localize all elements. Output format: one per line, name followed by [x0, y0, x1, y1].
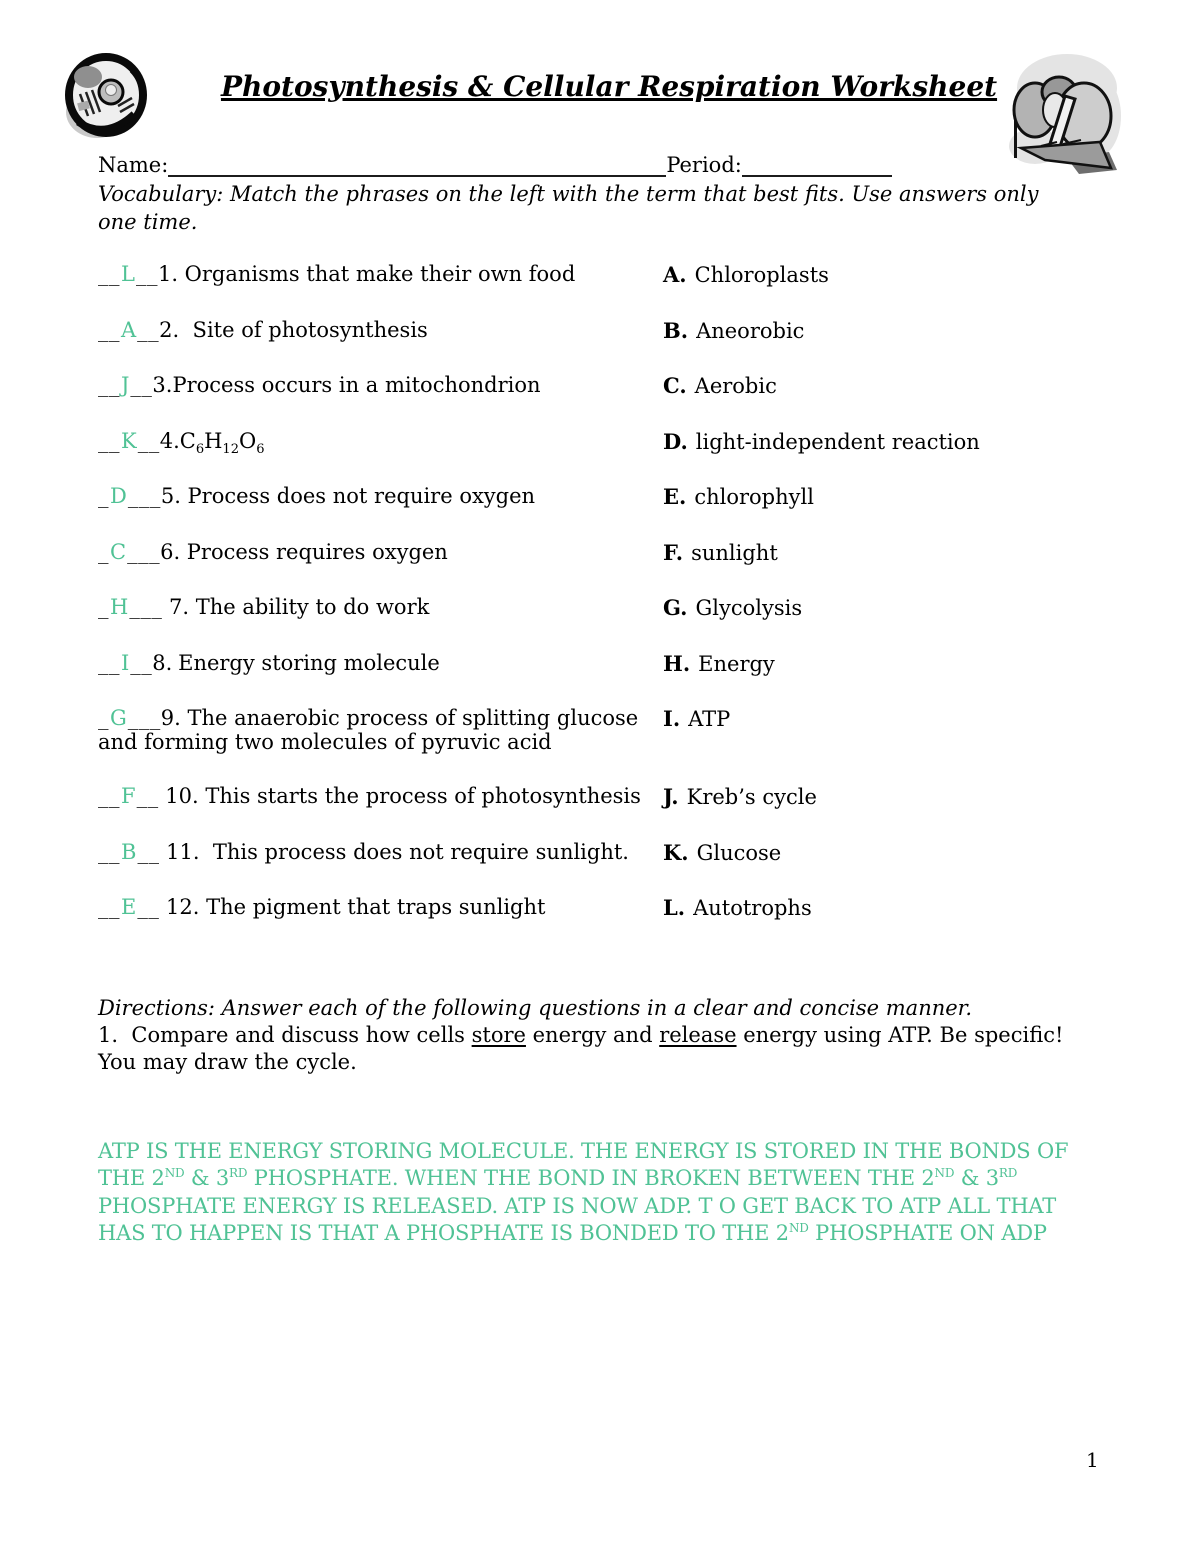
- term-letter: D.: [663, 428, 688, 454]
- term-label: Kreb’s cycle: [686, 785, 817, 809]
- match-prompt: 3.Process occurs in a mitochondrion: [152, 373, 541, 397]
- term-label: light-independent reaction: [695, 429, 980, 454]
- answer-blank: __: [98, 317, 120, 342]
- answer-blank: __: [98, 784, 120, 808]
- period-blank-line: [742, 154, 892, 177]
- match-prompt: 2. Site of photosynthesis: [159, 317, 428, 342]
- answer-blank: __: [98, 373, 120, 397]
- term-letter: L.: [663, 895, 686, 920]
- term-letter: A.: [663, 262, 687, 287]
- answer-letter: C: [110, 539, 127, 564]
- term-label: Aneorobic: [696, 318, 805, 343]
- worksheet-page: [98, 0, 1102, 1248]
- answer-blank: __: [137, 839, 160, 864]
- answer-blank: __: [130, 373, 153, 397]
- term-letter: J.: [663, 784, 679, 809]
- match-row-10: [98, 785, 1102, 810]
- term-label: ATP: [688, 707, 731, 731]
- term-label: Glucose: [696, 840, 782, 865]
- term-letter: C.: [663, 373, 687, 398]
- match-row-8: [98, 652, 1102, 677]
- answer-blank: ___: [127, 706, 161, 730]
- match-prompt: 5. Process does not require oxygen: [160, 484, 536, 508]
- answer-blank: __: [130, 650, 153, 675]
- question-1: 1. Compare and discuss how cells store energy and release energy using ATP. Be specific! You may draw the cycle.: [98, 1022, 1071, 1074]
- name-label: Name:: [98, 153, 169, 177]
- page-number: 1: [1086, 1448, 1099, 1472]
- answer-blank: ___: [129, 595, 163, 619]
- answer-letter: K: [121, 428, 137, 453]
- match-prompt: 11. This process does not require sunlight.: [159, 839, 629, 864]
- answer-blank: __: [98, 262, 120, 286]
- answer-blank: __: [98, 428, 120, 453]
- match-prompt: 9. The anaerobic process of splitting glucose and forming two molecules of pyruvic acid: [98, 706, 645, 754]
- term-label: sunlight: [691, 540, 778, 565]
- name-blank-line: [168, 154, 666, 177]
- answer-letter: B: [121, 839, 137, 864]
- term-letter: I.: [663, 706, 681, 731]
- term-letter: G.: [663, 595, 688, 620]
- answer-blank: __: [98, 895, 120, 919]
- match-row-1: [98, 263, 1102, 288]
- match-prompt: 8. Energy storing molecule: [152, 650, 440, 675]
- answer-blank: _: [98, 595, 109, 619]
- term-label: Autotrophs: [693, 896, 812, 920]
- term-label: Aerobic: [694, 374, 777, 398]
- term-letter: E.: [663, 484, 687, 509]
- term-label: Energy: [698, 651, 775, 676]
- period-label: Period:: [666, 153, 742, 177]
- answer-letter: I: [121, 650, 130, 675]
- match-prompt: 7. The ability to do work: [162, 595, 430, 619]
- name-period-row: [98, 153, 1102, 177]
- term-letter: H.: [663, 650, 691, 676]
- match-row-2: [98, 319, 1102, 344]
- answer-blank: __: [136, 784, 159, 808]
- answer-blank: __: [137, 895, 160, 919]
- directions-text: Directions: Answer each of the following questions in a clear and concise manner.: [98, 995, 973, 1020]
- match-row-9: [98, 707, 1102, 754]
- matching-section: [98, 263, 1102, 921]
- answer-letter: D: [110, 484, 127, 508]
- answer-blank: _: [98, 539, 109, 564]
- match-row-4: [98, 430, 1102, 455]
- term-letter: K.: [663, 839, 689, 865]
- term-label: chlorophyll: [694, 485, 814, 509]
- answer-blank: __: [135, 262, 158, 286]
- match-prompt: 10. This starts the process of photosynthesis: [158, 784, 641, 808]
- match-prompt: $4.C_6H_{12}O_6$: [159, 428, 265, 457]
- match-row-5: [98, 485, 1102, 510]
- match-row-7: [98, 596, 1102, 621]
- answer-letter: E: [121, 895, 137, 919]
- page-title-text: Photosynthesis & Cellular Respiration Worksheet: [220, 70, 998, 103]
- answer-letter: G: [110, 706, 127, 730]
- answer-blank: _: [98, 706, 109, 730]
- match-row-12: [98, 896, 1102, 921]
- match-prompt: 12. The pigment that traps sunlight: [159, 895, 546, 919]
- answer-letter: J: [121, 373, 130, 397]
- term-label: Chloroplasts: [694, 263, 829, 287]
- match-row-11: [98, 841, 1102, 866]
- answer-blank: __: [137, 317, 160, 342]
- answer-blank: ___: [127, 539, 161, 564]
- answer-blank: __: [98, 839, 120, 864]
- answer-blank: __: [137, 428, 160, 453]
- answer-blank: ___: [127, 484, 161, 508]
- vocabulary-instructions: Vocabulary: Match the phrases on the left with the term that best fits. Use answers only one time.: [98, 182, 1039, 234]
- term-letter: B.: [663, 317, 689, 343]
- term-letter: F.: [663, 539, 684, 565]
- answer-letter: L: [121, 262, 135, 286]
- answer-letter: H: [110, 595, 129, 619]
- answer-blank: __: [98, 650, 120, 675]
- question-1-answer: ATP IS THE ENERGY STORING MOLECULE. THE ENERGY IS STORED IN THE BONDS OF THE 2ND & 3RD PHOSPHATE. WHEN THE BOND IN BROKEN BETWEEN THE 2ND & 3RD PHOSPHATE ENERGY IS RELEASED. ATP IS NOW ADP. T O GET BACK TO ATP ALL THAT HAS TO HAPPEN IS THAT A PHOSPHATE IS BONDED TO THE 2ND PHOSPHATE ON ADP: [98, 1138, 1069, 1245]
- answer-letter: F: [121, 784, 136, 808]
- match-prompt: 6. Process requires oxygen: [160, 539, 448, 564]
- answer-letter: A: [121, 317, 137, 342]
- match-row-6: [98, 541, 1102, 566]
- match-row-3: [98, 374, 1102, 399]
- page-title: [98, 70, 1102, 103]
- term-label: Glycolysis: [695, 596, 803, 620]
- match-prompt: 1. Organisms that make their own food: [157, 262, 576, 286]
- answer-blank: _: [98, 484, 109, 508]
